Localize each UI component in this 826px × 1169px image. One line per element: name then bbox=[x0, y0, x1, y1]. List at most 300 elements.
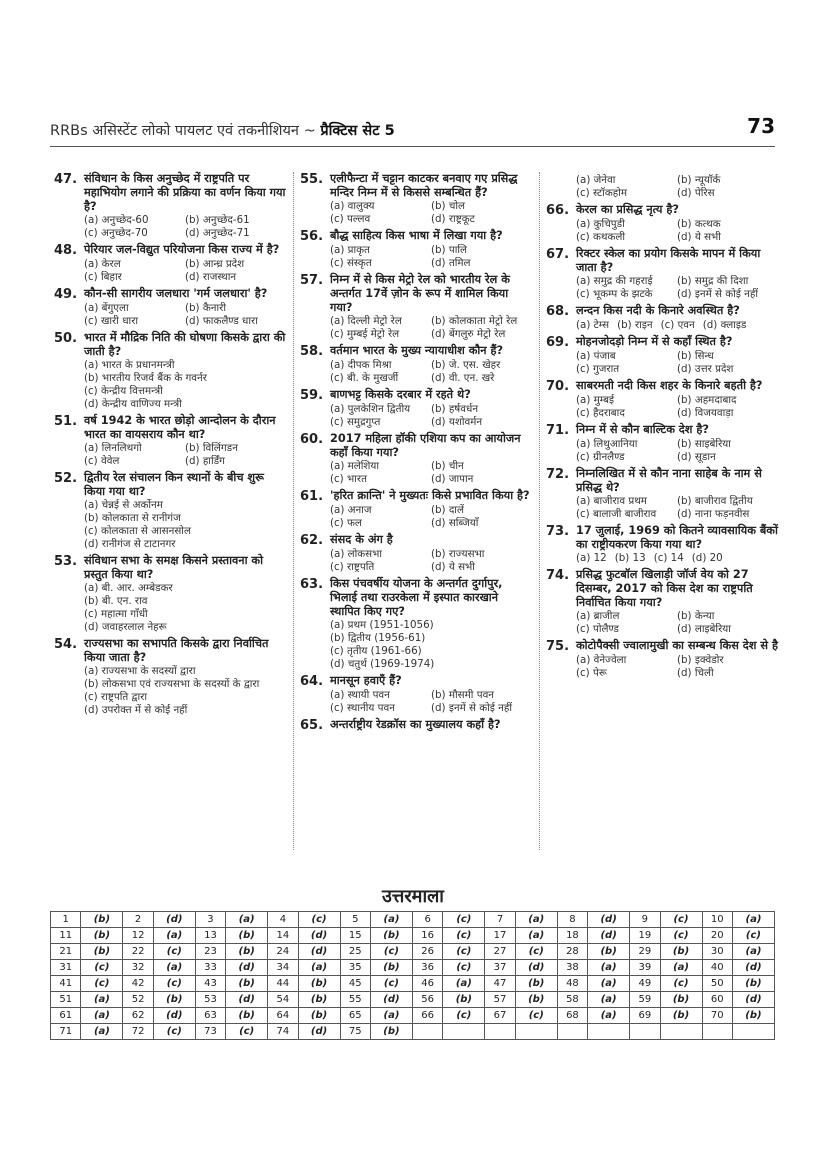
question-number: 55. bbox=[300, 172, 324, 187]
question-block bbox=[54, 471, 286, 551]
answer-number: 16 bbox=[412, 928, 442, 944]
answer-key-title: उत्तरमाला bbox=[382, 886, 444, 907]
answer-value: (c) bbox=[732, 928, 774, 944]
question-number: 49. bbox=[54, 287, 78, 302]
answer-number: 68 bbox=[557, 1008, 587, 1024]
option-item: (b) कोलकाता मेट्रो रेल bbox=[431, 315, 518, 327]
answer-value: (a) bbox=[81, 992, 123, 1008]
question-text: पेरियार जल-विद्युत परियोजना किस राज्य में है? bbox=[84, 243, 280, 256]
answer-number: 20 bbox=[702, 928, 732, 944]
question-block bbox=[546, 174, 778, 200]
answer-number: 36 bbox=[412, 960, 442, 976]
option-item: (c) केन्द्रीय वित्तमन्त्री bbox=[84, 385, 163, 397]
question-number: 72. bbox=[546, 467, 570, 482]
options-list bbox=[576, 174, 778, 200]
answer-value: (b) bbox=[81, 928, 123, 944]
option-item: (d) विजयवाड़ा bbox=[677, 407, 734, 419]
question-text: एलीफैन्टा में चट्टान काटकर बनवाए गए प्रसिद्ध मन्दिर निम्न में से किससे सम्बन्धित हैं? bbox=[330, 172, 518, 199]
option-item: (a) स्थायी पवन bbox=[330, 689, 390, 701]
question-number: 75. bbox=[546, 639, 570, 654]
question-number: 73. bbox=[546, 524, 570, 539]
question-text: राज्यसभा का सभापति किसके द्वारा निर्वाचित किया जाता है? bbox=[84, 637, 269, 664]
question-block bbox=[300, 432, 532, 486]
answer-value: (d) bbox=[732, 992, 774, 1008]
answer-number: 23 bbox=[195, 944, 225, 960]
answer-row bbox=[51, 992, 775, 1008]
question-header bbox=[300, 388, 532, 403]
question-column-3 bbox=[546, 174, 778, 683]
answer-number: 65 bbox=[340, 1008, 370, 1024]
question-text: वर्तमान भारत के मुख्य न्यायाधीश कौन हैं? bbox=[330, 344, 504, 357]
options-list bbox=[576, 275, 778, 301]
answer-value: (b) bbox=[660, 992, 702, 1008]
options-list bbox=[576, 654, 778, 680]
question-text: मोहनजोदड़ो निम्न में से कहाँ स्थित है? bbox=[576, 335, 733, 348]
answer-value: (c) bbox=[226, 1024, 268, 1040]
answer-number: 56 bbox=[412, 992, 442, 1008]
question-number: 64. bbox=[300, 674, 324, 689]
answer-value: (b) bbox=[660, 1008, 702, 1024]
answer-value: (c) bbox=[153, 944, 195, 960]
answer-number: 7 bbox=[485, 912, 515, 928]
answer-value: (b) bbox=[370, 960, 412, 976]
answer-number: 45 bbox=[340, 976, 370, 992]
question-text: संविधान के किस अनुच्छेद में राष्ट्रपति पर महाभियोग लगाने की प्रक्रिया का वर्णन किया गया है? bbox=[84, 172, 286, 213]
question-text: लन्दन किस नदी के किनारे अवस्थित है? bbox=[576, 304, 740, 317]
option-item: (c) गुजरात bbox=[576, 363, 620, 375]
options-list bbox=[84, 302, 286, 328]
option-item: (b) चोल bbox=[431, 200, 466, 212]
option-item: (a) दीपक मिश्रा bbox=[330, 359, 392, 371]
option-item: (b) राज्यसभा bbox=[431, 548, 485, 560]
question-block bbox=[300, 489, 532, 530]
option-item: (d) पेरिस bbox=[677, 187, 715, 199]
question-header bbox=[54, 471, 286, 499]
option-item: (b) मौसमी पवन bbox=[431, 689, 495, 701]
option-item: (a) टेम्स bbox=[576, 319, 610, 331]
answer-value: (d) bbox=[370, 992, 412, 1008]
answer-value: (b) bbox=[81, 912, 123, 928]
answer-value: (a) bbox=[732, 944, 774, 960]
options-list bbox=[330, 200, 532, 226]
option-item: (b) कत्थक bbox=[677, 218, 721, 230]
question-block bbox=[300, 172, 532, 226]
option-item: (c) तृतीय (1961-66) bbox=[330, 645, 422, 657]
answer-value: (c) bbox=[370, 944, 412, 960]
question-block bbox=[54, 414, 286, 468]
question-text: केरल का प्रसिद्ध नृत्य है? bbox=[576, 203, 679, 216]
question-number: 59. bbox=[300, 388, 324, 403]
question-text: बाणभट्ट किसके दरबार में रहते थे? bbox=[330, 388, 471, 401]
option-item: (b) भारतीय रिजर्व बैंक के गवर्नर bbox=[84, 372, 207, 384]
answer-value: (c) bbox=[660, 928, 702, 944]
question-text: मानसून हवाएँ हैं? bbox=[330, 674, 402, 687]
option-item: (a) भारत के प्रधानमन्त्री bbox=[84, 359, 175, 371]
answer-number: 55 bbox=[340, 992, 370, 1008]
option-item: (c) महात्मा गाँधी bbox=[84, 608, 148, 620]
answer-value: (a) bbox=[660, 960, 702, 976]
question-number: 53. bbox=[54, 554, 78, 569]
answer-value: (b) bbox=[443, 992, 485, 1008]
option-item: (b) अनुच्छेद-61 bbox=[185, 214, 250, 226]
option-item: (c) समुद्रगुप्त bbox=[330, 416, 381, 428]
answer-value: (b) bbox=[226, 976, 268, 992]
answer-number: 10 bbox=[702, 912, 732, 928]
answer-value: (b) bbox=[732, 976, 774, 992]
answer-number: 71 bbox=[51, 1024, 81, 1040]
option-item: (a) प्रथम (1951-1056) bbox=[330, 619, 434, 631]
answer-value: (c) bbox=[443, 912, 485, 928]
question-block bbox=[546, 467, 778, 521]
answer-number: 21 bbox=[51, 944, 81, 960]
question-block bbox=[300, 388, 532, 429]
option-item: (a) बेंगुएला bbox=[84, 302, 129, 314]
page-number: 73 bbox=[747, 114, 775, 138]
answer-value: (d) bbox=[226, 992, 268, 1008]
option-item: (b) राइन bbox=[617, 319, 653, 331]
answer-value: (c) bbox=[370, 976, 412, 992]
option-item: (b) दालें bbox=[431, 504, 464, 516]
answer-row bbox=[51, 960, 775, 976]
option-item: (b) कोलकाता से रानीगंज bbox=[84, 512, 181, 524]
question-header bbox=[300, 172, 532, 200]
answer-number: 67 bbox=[485, 1008, 515, 1024]
option-item: (b) जे. एस. खेहर bbox=[431, 359, 501, 371]
option-item: (d) सब्जियाँ bbox=[431, 517, 479, 529]
answer-value: (a) bbox=[515, 928, 557, 944]
question-header bbox=[54, 243, 286, 258]
answer-row bbox=[51, 1008, 775, 1024]
options-list bbox=[330, 689, 532, 715]
answer-number: 38 bbox=[557, 960, 587, 976]
question-block bbox=[300, 718, 532, 733]
question-block bbox=[546, 203, 778, 244]
answer-value: (c) bbox=[81, 976, 123, 992]
question-block bbox=[546, 524, 778, 565]
question-block bbox=[546, 335, 778, 376]
option-item: (c) कथकली bbox=[576, 231, 626, 243]
question-number: 74. bbox=[546, 568, 570, 583]
question-text: निम्न में से किस मेट्रो रेल को भारतीय रेल के अन्तर्गत 17वें ज़ोन के रूप में शामिल किया गया? bbox=[330, 273, 510, 314]
question-text: वर्ष 1942 के भारत छोड़ो आन्दोलन के दौरान भारत का वायसराय कौन था? bbox=[84, 414, 276, 441]
answer-value: (b) bbox=[298, 976, 340, 992]
question-header bbox=[54, 637, 286, 665]
answer-number: 1 bbox=[51, 912, 81, 928]
answer-value: (b) bbox=[370, 928, 412, 944]
option-item: (c) भूकम्प के झटके bbox=[576, 288, 653, 300]
answer-value: (a) bbox=[515, 912, 557, 928]
answer-value: (d) bbox=[588, 928, 630, 944]
question-text: बौद्ध साहित्य किस भाषा में लिखा गया है? bbox=[330, 229, 503, 242]
question-text: भारत में मौद्रिक निति की घोषणा किसके द्वारा की जाती है? bbox=[84, 331, 286, 358]
answer-number: 61 bbox=[51, 1008, 81, 1024]
option-item: (b) बाजीराव द्वितीय bbox=[677, 495, 753, 507]
answer-number: 8 bbox=[557, 912, 587, 928]
question-block bbox=[54, 172, 286, 240]
options-list bbox=[84, 359, 286, 411]
option-item: (c) हैदराबाद bbox=[576, 407, 625, 419]
option-item: (a) लिथुआनिया bbox=[576, 438, 638, 450]
option-item: (c) कोलकाता से आसनसोल bbox=[84, 525, 191, 537]
option-item: (d) यशोवर्मन bbox=[431, 416, 483, 428]
question-header bbox=[300, 273, 532, 315]
option-item: (b) सिन्ध bbox=[677, 350, 714, 362]
question-number: 54. bbox=[54, 637, 78, 652]
option-item: (c) भारत bbox=[330, 473, 367, 485]
option-item: (c) पेरू bbox=[576, 667, 607, 679]
option-item: (a) पंजाब bbox=[576, 350, 616, 362]
answer-value: (a) bbox=[732, 912, 774, 928]
answer-number: 49 bbox=[630, 976, 660, 992]
question-text: 2017 महिला हॉकी एशिया कप का आयोजन कहाँ किया गया? bbox=[330, 432, 521, 459]
question-block bbox=[300, 273, 532, 341]
answer-number: 31 bbox=[51, 960, 81, 976]
answer-value: (a) bbox=[370, 912, 412, 928]
option-item: (a) ब्राजील bbox=[576, 610, 620, 622]
question-number: 62. bbox=[300, 533, 324, 548]
answer-number: 40 bbox=[702, 960, 732, 976]
question-number: 58. bbox=[300, 344, 324, 359]
question-column-2 bbox=[300, 172, 532, 736]
option-item: (d) उत्तर प्रदेश bbox=[677, 363, 734, 375]
question-number: 61. bbox=[300, 489, 324, 504]
answer-value: (c) bbox=[515, 1008, 557, 1024]
option-item: (b) आन्ध्र प्रदेश bbox=[185, 258, 245, 270]
option-item: (d) इनमें से कोई नहीं bbox=[431, 702, 513, 714]
answer-number: 32 bbox=[123, 960, 153, 976]
answer-value: (a) bbox=[226, 912, 268, 928]
question-header bbox=[546, 304, 778, 319]
question-number: 65. bbox=[300, 718, 324, 733]
option-item: (b) पालि bbox=[431, 244, 468, 256]
question-number: 48. bbox=[54, 243, 78, 258]
option-item: (d) ये सभी bbox=[677, 231, 721, 243]
option-item: (a) समुद्र की गहराई bbox=[576, 275, 653, 287]
answer-number: 64 bbox=[268, 1008, 298, 1024]
answer-value: (a) bbox=[81, 1024, 123, 1040]
options-list bbox=[84, 214, 286, 240]
option-item: (a) अनाज bbox=[330, 504, 372, 516]
question-header bbox=[546, 524, 778, 552]
answer-number: 6 bbox=[412, 912, 442, 928]
answer-number: 66 bbox=[412, 1008, 442, 1024]
question-number: 60. bbox=[300, 432, 324, 447]
question-block bbox=[546, 639, 778, 680]
option-item: (a) कुचिपुडी bbox=[576, 218, 625, 230]
answer-value: (b) bbox=[732, 1008, 774, 1024]
option-item: (a) लिनलिथगो bbox=[84, 442, 142, 454]
question-block bbox=[54, 331, 286, 411]
question-number: 68. bbox=[546, 304, 570, 319]
question-text: निम्नलिखित में से कौन नाना साहेब के नाम से प्रसिद्ध थे? bbox=[576, 467, 762, 494]
options-list bbox=[84, 665, 286, 717]
answer-value: (d) bbox=[732, 960, 774, 976]
question-header bbox=[300, 533, 532, 548]
answer-row bbox=[51, 976, 775, 992]
options-list bbox=[576, 610, 778, 636]
option-item: (d) उपरोक्त में से कोई नहीं bbox=[84, 704, 188, 716]
question-header bbox=[546, 379, 778, 394]
question-text: कौन-सी सागरीय जलधारा 'गर्म जलधारा' है? bbox=[84, 287, 268, 300]
answer-number: 19 bbox=[630, 928, 660, 944]
option-item: (d) वी. एन. खरे bbox=[431, 372, 495, 384]
answer-value: (d) bbox=[515, 960, 557, 976]
answer-row bbox=[51, 912, 775, 928]
option-item: (d) जापान bbox=[431, 473, 474, 485]
answer-number: 43 bbox=[195, 976, 225, 992]
answer-value: (c) bbox=[515, 944, 557, 960]
question-text: संसद के अंग है bbox=[330, 533, 393, 546]
answer-number: 63 bbox=[195, 1008, 225, 1024]
question-header bbox=[546, 247, 778, 275]
answer-number: 47 bbox=[485, 976, 515, 992]
answer-number: 59 bbox=[630, 992, 660, 1008]
question-number: 56. bbox=[300, 229, 324, 244]
answer-number: 54 bbox=[268, 992, 298, 1008]
answer-value bbox=[732, 1024, 774, 1040]
column-divider bbox=[293, 172, 294, 850]
answer-value: (b) bbox=[515, 976, 557, 992]
question-block bbox=[54, 287, 286, 328]
options-list bbox=[330, 460, 532, 486]
options-list bbox=[576, 438, 778, 464]
question-header bbox=[300, 229, 532, 244]
option-item: (c) ग्रीनलैण्ड bbox=[576, 451, 625, 463]
answer-number: 50 bbox=[702, 976, 732, 992]
option-item: (c) संस्कृत bbox=[330, 257, 372, 269]
answer-number bbox=[485, 1024, 515, 1040]
question-block bbox=[54, 243, 286, 284]
option-item: (b) द्वितीय (1956-61) bbox=[330, 632, 426, 644]
answer-number: 15 bbox=[340, 928, 370, 944]
option-item: (b) बी. एन. राव bbox=[84, 595, 148, 607]
options-list bbox=[84, 258, 286, 284]
option-item: (d) हार्डिंग bbox=[185, 455, 225, 467]
options-list bbox=[330, 504, 532, 530]
answer-number: 13 bbox=[195, 928, 225, 944]
option-item: (b) चीन bbox=[431, 460, 464, 472]
options-list bbox=[576, 350, 778, 376]
answer-value: (c) bbox=[443, 944, 485, 960]
question-text: कोटोपैक्सी ज्वालामुखी का सम्बन्ध किस देश से है bbox=[576, 639, 778, 652]
option-item: (b) समुद्र की दिशा bbox=[677, 275, 749, 287]
answer-number: 46 bbox=[412, 976, 442, 992]
answer-value: (a) bbox=[588, 960, 630, 976]
question-text: अन्तर्राष्ट्रीय रेडक्रॉस का मुख्यालय कहाँ है? bbox=[330, 718, 501, 731]
answer-number: 4 bbox=[268, 912, 298, 928]
answer-value: (b) bbox=[298, 992, 340, 1008]
answer-number: 35 bbox=[340, 960, 370, 976]
answer-number bbox=[702, 1024, 732, 1040]
question-number: 57. bbox=[300, 273, 324, 288]
question-block bbox=[546, 247, 778, 301]
answer-number: 60 bbox=[702, 992, 732, 1008]
question-block bbox=[546, 379, 778, 420]
answer-number: 62 bbox=[123, 1008, 153, 1024]
question-number: 71. bbox=[546, 423, 570, 438]
option-item: (a) पुलकेशिन द्वितीय bbox=[330, 403, 411, 415]
answer-number: 72 bbox=[123, 1024, 153, 1040]
answer-number: 30 bbox=[702, 944, 732, 960]
answer-value: (b) bbox=[81, 944, 123, 960]
answer-value: (a) bbox=[153, 960, 195, 976]
answer-row bbox=[51, 928, 775, 944]
answer-value bbox=[660, 1024, 702, 1040]
answer-number: 74 bbox=[268, 1024, 298, 1040]
answer-value: (a) bbox=[588, 1008, 630, 1024]
question-header bbox=[54, 287, 286, 302]
option-item: (d) लाइबेरिया bbox=[677, 623, 731, 635]
answer-number: 58 bbox=[557, 992, 587, 1008]
answer-value: (a) bbox=[588, 976, 630, 992]
question-block bbox=[300, 674, 532, 715]
question-number: 51. bbox=[54, 414, 78, 429]
option-item: (c) बी. के मुखर्जी bbox=[330, 372, 399, 384]
question-number: 69. bbox=[546, 335, 570, 350]
option-item: (a) मलेशिया bbox=[330, 460, 380, 472]
answer-number: 14 bbox=[268, 928, 298, 944]
answer-value: (a) bbox=[81, 1008, 123, 1024]
question-header bbox=[300, 489, 532, 504]
option-item: (a) प्राकृत bbox=[330, 244, 370, 256]
options-list bbox=[330, 548, 532, 574]
option-item: (c) एवन bbox=[660, 319, 695, 331]
column-divider bbox=[539, 172, 540, 850]
answer-value: (c) bbox=[660, 976, 702, 992]
option-item: (d) बेंगलुरु मेट्रो रेल bbox=[431, 328, 506, 340]
answer-number: 39 bbox=[630, 960, 660, 976]
option-item: (d) केन्द्रीय वाणिज्य मन्त्री bbox=[84, 398, 182, 410]
question-text: रिक्टर स्केल का प्रयोग किसके मापन में किया जाता है? bbox=[576, 247, 761, 274]
answer-value: (c) bbox=[443, 928, 485, 944]
answer-value: (a) bbox=[153, 928, 195, 944]
answer-number bbox=[557, 1024, 587, 1040]
answer-value: (b) bbox=[226, 1008, 268, 1024]
question-text: निम्न में से कौन बाल्टिक देश है? bbox=[576, 423, 709, 436]
question-header bbox=[54, 331, 286, 359]
option-item: (c) स्थानीय पवन bbox=[330, 702, 395, 714]
answer-number: 41 bbox=[51, 976, 81, 992]
option-item: (d) तमिल bbox=[431, 257, 471, 269]
question-header bbox=[546, 335, 778, 350]
answer-number: 34 bbox=[268, 960, 298, 976]
answer-number: 42 bbox=[123, 976, 153, 992]
option-item: (b) 13 bbox=[614, 552, 646, 564]
answer-value: (b) bbox=[226, 928, 268, 944]
option-item: (a) वेनेज्वेला bbox=[576, 654, 627, 666]
options-list bbox=[576, 319, 778, 332]
question-header bbox=[300, 674, 532, 689]
answer-number: 27 bbox=[485, 944, 515, 960]
options-list bbox=[330, 359, 532, 385]
answer-number: 24 bbox=[268, 944, 298, 960]
answer-number: 11 bbox=[51, 928, 81, 944]
question-block bbox=[300, 533, 532, 574]
question-header bbox=[300, 344, 532, 359]
option-item: (c) बालाजी बाजीराव bbox=[576, 508, 657, 520]
answer-value: (c) bbox=[81, 960, 123, 976]
options-list bbox=[330, 403, 532, 429]
answer-value bbox=[443, 1024, 485, 1040]
answer-value: (b) bbox=[515, 992, 557, 1008]
options-list bbox=[330, 244, 532, 270]
answer-number: 75 bbox=[340, 1024, 370, 1040]
option-item: (b) लोकसभा एवं राज्यसभा के सदस्यों के द्वारा bbox=[84, 678, 260, 690]
answer-value: (d) bbox=[298, 1024, 340, 1040]
answer-row bbox=[51, 944, 775, 960]
question-header bbox=[300, 432, 532, 460]
answer-number bbox=[630, 1024, 660, 1040]
